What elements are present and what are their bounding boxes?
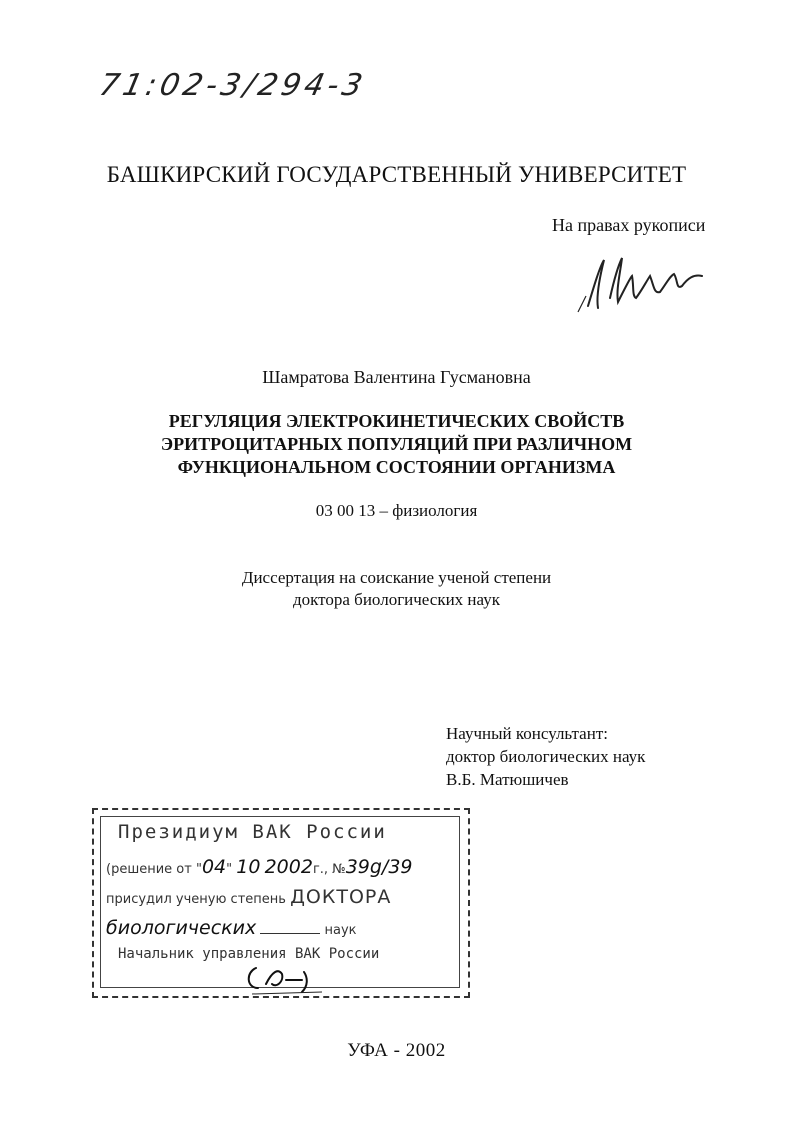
title-line: РЕГУЛЯЦИЯ ЭЛЕКТРОКИНЕТИЧЕСКИХ СВОЙСТВ xyxy=(168,411,625,431)
title-line: ЭРИТРОЦИТАРНЫХ ПОПУЛЯЦИЙ ПРИ РАЗЛИЧНОМ xyxy=(160,434,633,454)
degree-line: Диссертация на соискание ученой степени xyxy=(241,568,552,587)
stamp-chief-line: Начальник управления ВАК России xyxy=(118,946,380,962)
stamp-signature xyxy=(242,958,332,998)
author-name: Шамратова Валентина Гусмановна xyxy=(262,367,531,387)
stamp-field-underline xyxy=(260,933,320,934)
stamp-field-line xyxy=(106,917,357,939)
city-year: УФА - 2002 xyxy=(347,1040,446,1061)
stamp-year: 2002 xyxy=(264,856,313,878)
stamp-day: 04 xyxy=(201,856,227,878)
stamp-degree-word: ДОКТОРА xyxy=(290,886,392,908)
stamp-decision-line xyxy=(106,856,413,878)
author-signature xyxy=(570,246,720,316)
handwritten-archive-code: 71:02-3/294-3 xyxy=(96,68,370,103)
stamp-field-handwritten: биологических xyxy=(106,917,257,939)
degree-statement xyxy=(0,567,793,611)
dissertation-title xyxy=(120,410,673,479)
stamp-field-suffix: наук xyxy=(324,923,357,938)
scientific-consultant xyxy=(446,722,645,791)
stamp-awarded-line xyxy=(106,886,391,908)
degree-line: доктора биологических наук xyxy=(293,590,500,609)
stamp-decision-prefix: (решение от " xyxy=(106,862,202,877)
stamp-awarded-prefix: присудил ученую степень xyxy=(106,892,286,907)
vak-stamp xyxy=(92,808,470,998)
stamp-number: 39g/39 xyxy=(345,856,413,878)
consultant-name: В.Б. Матюшичев xyxy=(446,770,569,789)
consultant-degree: доктор биологических наук xyxy=(446,747,646,766)
stamp-month-sep: " xyxy=(226,862,233,877)
stamp-year-suffix: г., № xyxy=(312,862,346,877)
university-name: БАШКИРСКИЙ ГОСУДАРСТВЕННЫЙ УНИВЕРСИТЕТ xyxy=(106,162,687,187)
stamp-month: 10 xyxy=(236,856,261,878)
stamp-header: Президиум ВАК России xyxy=(118,821,387,843)
manuscript-rights-label: На правах рукописи xyxy=(552,215,706,235)
specialty-code: 03 00 13 – физиология xyxy=(315,501,478,520)
title-line: ФУНКЦИОНАЛЬНОМ СОСТОЯНИИ ОРГАНИЗМА xyxy=(177,457,616,477)
consultant-label: Научный консультант: xyxy=(446,724,608,743)
